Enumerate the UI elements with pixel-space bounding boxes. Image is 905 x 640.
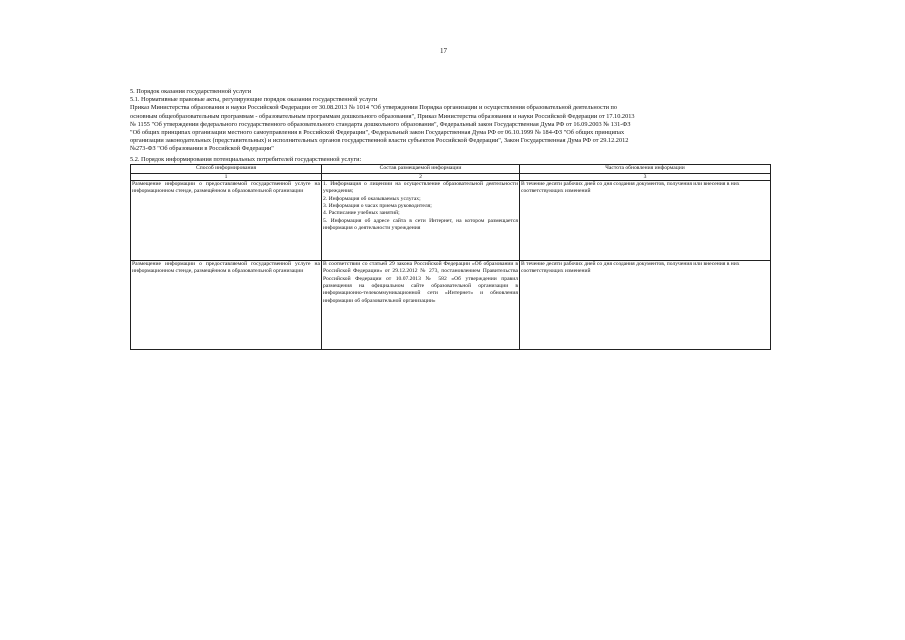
document-body [130,88,770,350]
method-cell: Размещение информации о предоставляемой государственной услуге на информационном стенде, размещённом в образовательной организации [131,260,322,349]
legal-line: №273-ФЗ "Об образовании в Российской Федерации" [130,145,274,153]
method-cell: Размещение информации о предоставляемой государственной услуге на информационном стенде, размещённом в образовательной организации [131,180,322,260]
information-table [130,164,771,350]
column-header-content: Состав размещаемой информации [322,164,520,173]
column-number: 3 [520,173,771,180]
content-item: 2. Информация об оказываемых услугах; [323,195,421,202]
table-row [131,260,771,349]
legal-acts-paragraph [130,104,770,153]
content-cell [322,180,520,260]
table-row [131,180,771,260]
section-5-2-title: 5.2. Порядок информирования потенциальных потребителей государственной услуги: [130,155,362,163]
content-item: 4. Расписание учебных занятий; [323,210,400,217]
content-cell: В соответствии со статьей 29 закона Российской Федерации «Об образовании в Российской Федерации» от 29.12.2012 № 273, постановлением Правительства Российской Федерации от 10.07.2013 № 582 «Об утверждении правил размещения на официальном сайте образовательной организации в информационно-телекоммуникационной сети «Интернет» и обновления информации об образовательной организации» [322,260,520,349]
legal-line: основным общеобразовательным программам - образовательным программам дошкольного образования", Приказ Министерства образования и науки Российской Федерации от 17.10.2013 [130,112,635,120]
frequency-cell: В течение десяти рабочих дней со дня создания документов, получения или внесения в них соответствующих изменений [520,180,771,260]
section-5-1-title: 5.1. Нормативные правовые акты, регулирующие порядок оказания государственной услуги [130,96,378,104]
legal-line: организации законодательных (представительных) и исполнительных органов государственной власти субъектов Российской Федерации", Закон Государственная Дума РФ от 29.12.2012 [130,137,629,145]
column-header-method: Способ информирования [131,164,322,173]
frequency-cell: В течение десяти рабочих дней со дня создания документов, получения или внесения в них соответствующих изменений [520,260,771,349]
content-item: 1. Информация о лицензии на осуществление образовательной деятельности учреждения; [323,180,518,195]
page-number: 17 [440,47,447,55]
column-number: 2 [322,173,520,180]
content-item: 5. Информация об адресе сайта в сети Интернет, на котором размещается информация о деятельности учреждения [323,217,518,232]
column-header-frequency: Частота обновления информации [520,164,771,173]
legal-line: Приказ Министерства образования и науки Российской Федерации от 30.08.2013 № 1014 "Об утверждении Порядка организации и осуществления образовательной деятельности по [130,104,618,112]
table-header-row [131,164,771,173]
section-5-title: 5. Порядок оказания государственной услуги [130,88,252,95]
content-item: 3. Информация о часах приема руководителя; [323,203,432,210]
legal-line: № 1155 "Об утверждении федерального государственного образовательного стандарта дошкольного образования", Федеральный закон Государственная Дума РФ от 16.09.2003 № 131-ФЗ [130,120,631,128]
table-number-row [131,173,771,180]
column-number: 1 [131,173,322,180]
legal-line: "Об общих принципах организации местного самоуправления в Российской Федерации", Федеральный закон Государственная Дума РФ от 06.10.1999 № 184-ФЗ "Об общих принципах [130,129,625,137]
